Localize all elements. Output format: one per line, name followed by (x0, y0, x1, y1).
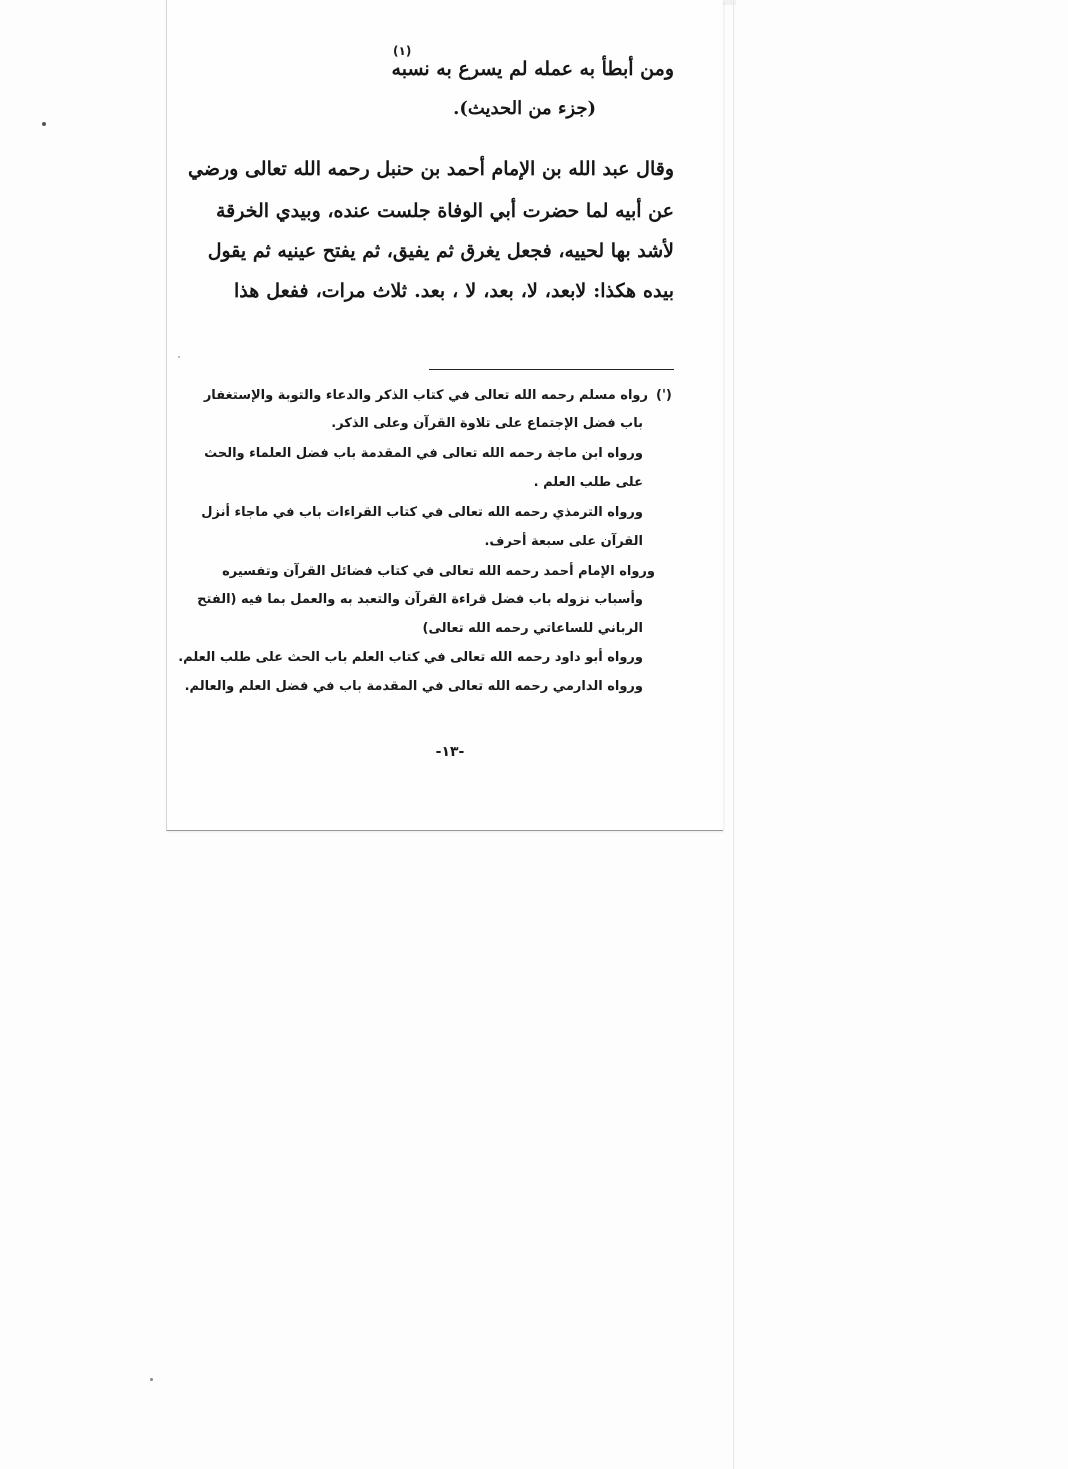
footnote-line: على طلب العلم . (533, 475, 643, 490)
footnote-line: ورواه الإمام أحمد رحمه الله تعالى في كتاب فضائل القرآن وتفسيره (222, 564, 655, 579)
footnote-line: باب فضل الإجتماع على تلاوة القرآن وعلى الذكر. (331, 416, 643, 431)
footnote-separator (429, 369, 674, 370)
footnote-line: ورواه ابن ماجة رحمه الله تعالى في المقدمة باب فضل العلماء والحث (204, 446, 643, 461)
scan-speck (178, 356, 180, 358)
footnote-marker: (') (656, 388, 672, 403)
scan-speck (150, 1378, 153, 1381)
paragraph-line: عن أبيه لما حضرت أبي الوفاة جلست عنده، وبيدي الخرقة (216, 200, 674, 222)
footnote-line: ورواه أبو داود رحمه الله تعالى في كتاب العلم باب الحث على طلب العلم. (178, 650, 643, 665)
footnote-reference: (١) (393, 44, 412, 58)
scan-speck (42, 122, 46, 126)
footnote-line: ورواه الترمذي رحمه الله تعالى في كتاب القراءات باب في ماجاء أنزل (201, 505, 643, 520)
paragraph-line: بيده هكذا: لابعد، لا، بعد، لا ، بعد. ثلاث مرات، ففعل هذا (234, 280, 674, 302)
hadith-line: ومن أبطأ به عمله لم يسرع به نسبه (391, 58, 674, 80)
paragraph-line: لأشد بها لحييه، فجعل يغرق ثم يفيق، ثم يفتح عينيه ثم يقول (207, 240, 674, 262)
footnote-line: رواه مسلم رحمه الله تعالى في كتاب الذكر والدعاء والتوبة والإستغفار (203, 388, 648, 403)
paragraph-line: وقال عبد الله بن الإمام أحمد بن حنبل رحمه الله تعالى ورضي (188, 158, 674, 180)
footnote-line: وأسباب نزوله باب فضل قراءة القرآن والتعبد به والعمل بما فيه (الفتح (197, 592, 643, 607)
footnote-line: ورواه الدارمي رحمه الله تعالى في المقدمة باب في فضل العلم والعالم. (184, 679, 643, 694)
footnote-line: القرآن على سبعة أحرف. (484, 534, 643, 549)
hadith-source-note: (جزء من الحديث). (453, 98, 596, 119)
page-right-edge (733, 0, 734, 1469)
page-number: -١٣- (435, 744, 465, 760)
footnote-line: الرباني للساعاتي رحمه الله تعالى) (422, 621, 643, 636)
